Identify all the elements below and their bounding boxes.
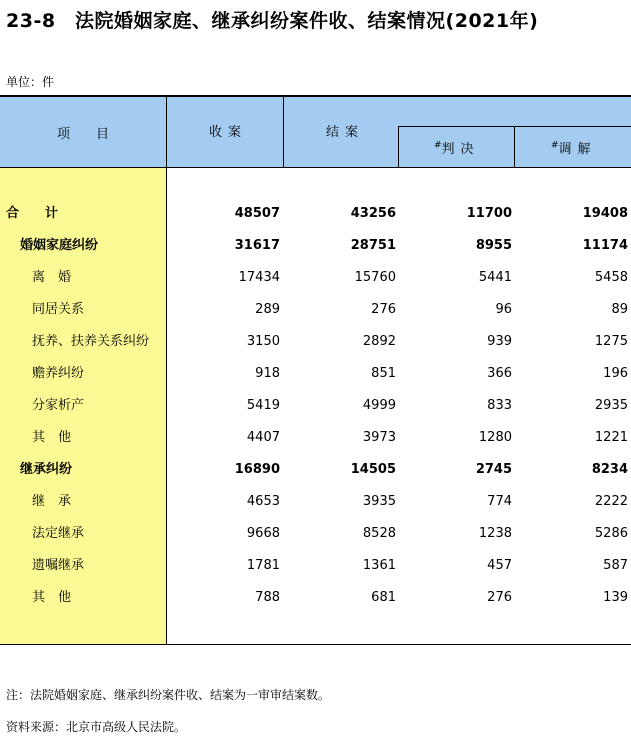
row-value: 681 [371,590,396,605]
row-label: 遗嘱继承 [32,558,85,573]
table-row [0,358,631,390]
row-value: 48507 [234,206,280,221]
row-value: 774 [487,494,512,509]
row-label: 赡养纠纷 [32,366,85,381]
row-value: 5419 [246,398,280,413]
row-value: 17434 [238,270,280,285]
table-row [0,230,631,262]
header-mediation-label: 调解 [558,142,597,157]
row-value: 457 [487,558,512,573]
row-value: 5458 [594,270,628,285]
row-value: 289 [255,302,280,317]
row-label: 继承纠纷 [20,462,73,477]
row-value: 1781 [246,558,280,573]
header-judgment-label: 判决 [441,142,480,157]
header-item: 项 目 [57,127,110,142]
row-value: 851 [371,366,396,381]
table-row [0,422,631,454]
row-label: 分家析产 [32,398,85,413]
row-value: 587 [603,558,628,573]
table-row [0,198,631,230]
row-value: 28751 [350,238,396,253]
row-value: 11700 [466,206,512,221]
row-value: 8528 [362,526,396,541]
row-value: 8955 [475,238,512,253]
row-value: 8234 [591,462,628,477]
row-value: 14505 [350,462,396,477]
row-value: 918 [255,366,280,381]
table-row [0,518,631,550]
row-value: 15760 [354,270,396,285]
row-label: 其 他 [32,590,72,605]
row-label: 继 承 [32,494,72,509]
column-divider-mediation [514,126,515,167]
row-value: 96 [495,302,512,317]
row-value: 5286 [594,526,628,541]
row-value: 4407 [246,430,280,445]
column-divider-received [283,97,284,167]
table-bottom-rule [0,644,631,645]
row-label: 离 婚 [32,270,72,285]
header-judgment [434,138,480,157]
row-value: 3150 [246,334,280,349]
row-value: 11174 [582,238,628,253]
table-row [0,550,631,582]
judgment-marker: # [434,140,442,151]
unit-label: 单位：件 [6,75,55,89]
row-label: 抚养、扶养关系纠纷 [32,334,150,349]
page-title: 23-8 法院婚姻家庭、继承纠纷案件收、结案情况(2021年) [6,10,539,32]
row-value: 9668 [246,526,280,541]
row-value: 4999 [362,398,396,413]
table-header-rule [0,167,631,168]
row-value: 19408 [582,206,628,221]
row-label: 合 计 [6,206,59,221]
table-row [0,326,631,358]
row-value: 788 [255,590,280,605]
row-value: 196 [603,366,628,381]
row-value: 3973 [362,430,396,445]
header-closed: 结案 [326,125,365,140]
table-row [0,582,631,614]
row-value: 31617 [234,238,280,253]
table-row [0,454,631,486]
table-row [0,486,631,518]
row-value: 1238 [478,526,512,541]
row-value: 366 [487,366,512,381]
row-value: 2935 [594,398,628,413]
header-received: 收案 [209,125,248,140]
footnote: 注：法院婚姻家庭、继承纠纷案件收、结案为一审审结案数。 [6,688,331,702]
row-value: 1221 [594,430,628,445]
table-top-rule [0,95,631,97]
row-value: 5441 [478,270,512,285]
column-divider-judgment [398,126,399,167]
row-value: 2892 [362,334,396,349]
row-value: 1275 [594,334,628,349]
table-row [0,262,631,294]
row-value: 1280 [478,430,512,445]
table-row [0,390,631,422]
mediation-marker: # [551,140,559,151]
row-value: 139 [603,590,628,605]
row-value: 1361 [362,558,396,573]
row-value: 4653 [246,494,280,509]
data-table [0,95,631,645]
row-value: 43256 [350,206,396,221]
row-label: 婚姻家庭纠纷 [20,238,99,253]
header-mediation [551,138,597,157]
row-label: 法定继承 [32,526,85,541]
row-value: 2745 [475,462,512,477]
row-label: 其 他 [32,430,72,445]
row-value: 2222 [594,494,628,509]
row-value: 276 [487,590,512,605]
source-note: 资料来源：北京市高级人民法院。 [6,720,187,734]
row-value: 276 [371,302,396,317]
row-value: 16890 [234,462,280,477]
row-value: 833 [487,398,512,413]
row-value: 3935 [362,494,396,509]
row-value: 939 [487,334,512,349]
row-value: 89 [611,302,628,317]
table-row [0,294,631,326]
row-label: 同居关系 [32,302,85,317]
